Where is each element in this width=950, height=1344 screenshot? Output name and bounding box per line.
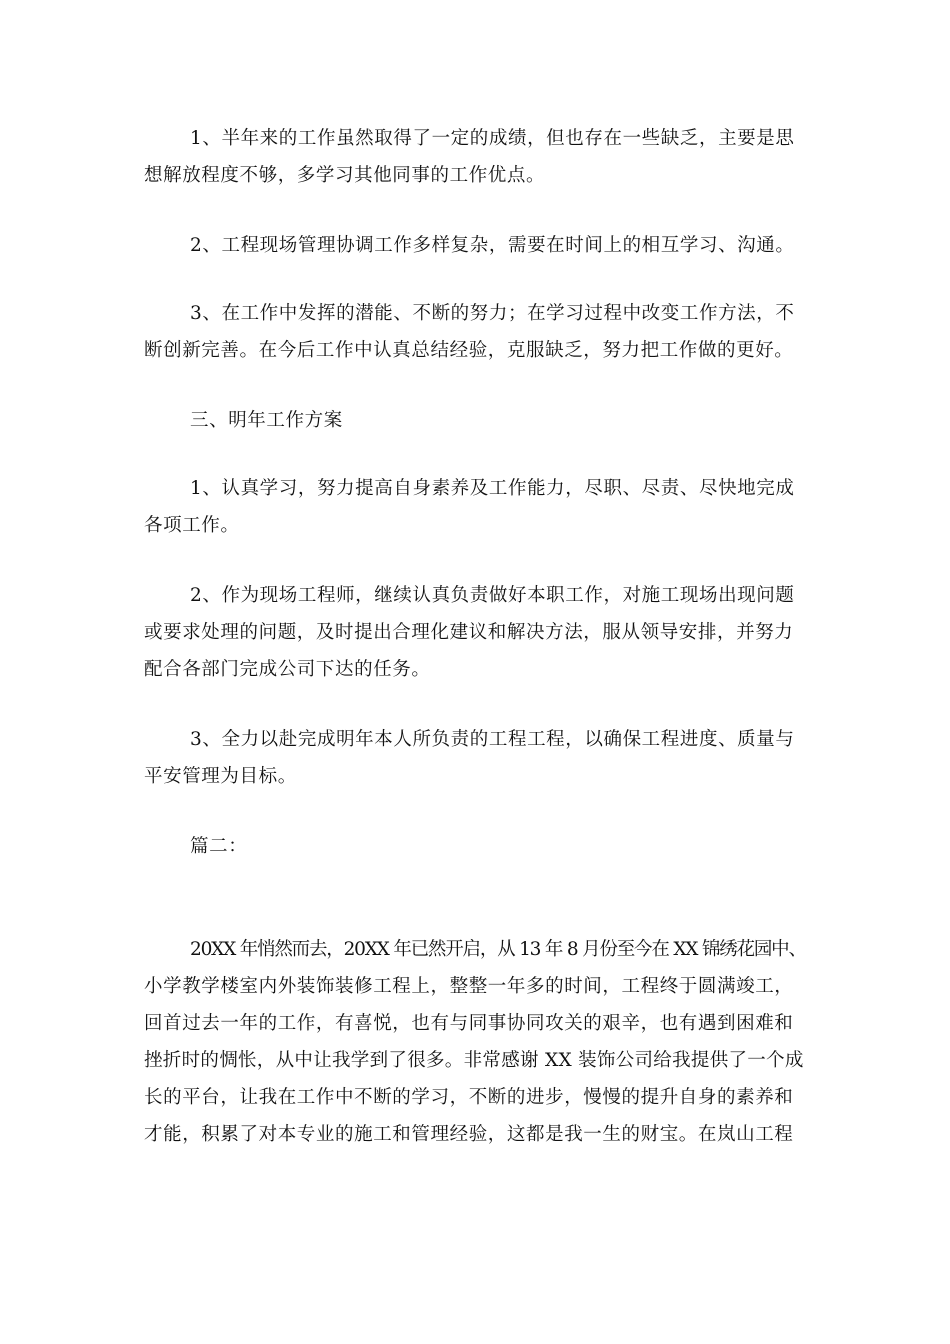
plan-point-2-line-2: 或要求处理的问题，及时提出合理化建议和解决方法，服从领导安排，并努力 bbox=[144, 622, 794, 643]
section-heading: 三、明年工作方案 bbox=[190, 410, 343, 431]
plan-point-1-line-2: 各项工作。 bbox=[144, 515, 240, 536]
plan-point-2-line-3: 配合各部门完成公司下达的任务。 bbox=[144, 659, 431, 680]
intro-paragraph-line-4: 挫折时的惆怅，从中让我学到了很多。非常感谢 XX 装饰公司给我提供了一个成 bbox=[144, 1050, 804, 1071]
intro-paragraph-line-5: 长的平台，让我在工作中不断的学习，不断的进步，慢慢的提升自身的素养和 bbox=[144, 1087, 794, 1108]
plan-point-3-line-1: 3、全力以赴完成明年本人所负责的工程工程，以确保工程进度、质量与 bbox=[190, 729, 795, 750]
summary-point-1-line-1: 1、半年来的工作虽然取得了一定的成绩，但也存在一些缺乏，主要是思 bbox=[190, 128, 795, 149]
part-heading: 篇二： bbox=[190, 836, 248, 857]
intro-paragraph-line-6: 才能，积累了对本专业的施工和管理经验，这都是我一生的财宝。在岚山工程 bbox=[144, 1124, 794, 1145]
intro-paragraph-line-3: 回首过去一年的工作，有喜悦，也有与同事协同攻关的艰辛，也有遇到困难和 bbox=[144, 1013, 794, 1034]
plan-point-1-line-1: 1、认真学习，努力提高自身素养及工作能力，尽职、尽责、尽快地完成 bbox=[190, 478, 795, 499]
summary-point-3-line-1: 3、在工作中发挥的潜能、不断的努力；在学习过程中改变工作方法，不 bbox=[190, 303, 795, 324]
plan-point-2-line-1: 2、作为现场工程师，继续认真负责做好本职工作，对施工现场出现问题 bbox=[190, 585, 795, 606]
summary-point-2-line-1: 2、工程现场管理协调工作多样复杂，需要在时间上的相互学习、沟通。 bbox=[190, 235, 795, 256]
intro-paragraph-line-1: 20XX 年悄然而去，20XX 年已然开启，从 13 年 8 月份至今在 XX 锦绣花园中、 bbox=[190, 939, 806, 960]
summary-point-3-line-2: 断创新完善。在今后工作中认真总结经验，克服缺乏，努力把工作做的更好。 bbox=[144, 340, 794, 361]
plan-point-3-line-2: 平安管理为目标。 bbox=[144, 766, 297, 787]
intro-paragraph-line-2: 小学教学楼室内外装饰装修工程上，整整一年多的时间，工程终于圆满竣工， bbox=[144, 976, 794, 997]
summary-point-1-line-2: 想解放程度不够，多学习其他同事的工作优点。 bbox=[144, 165, 546, 186]
